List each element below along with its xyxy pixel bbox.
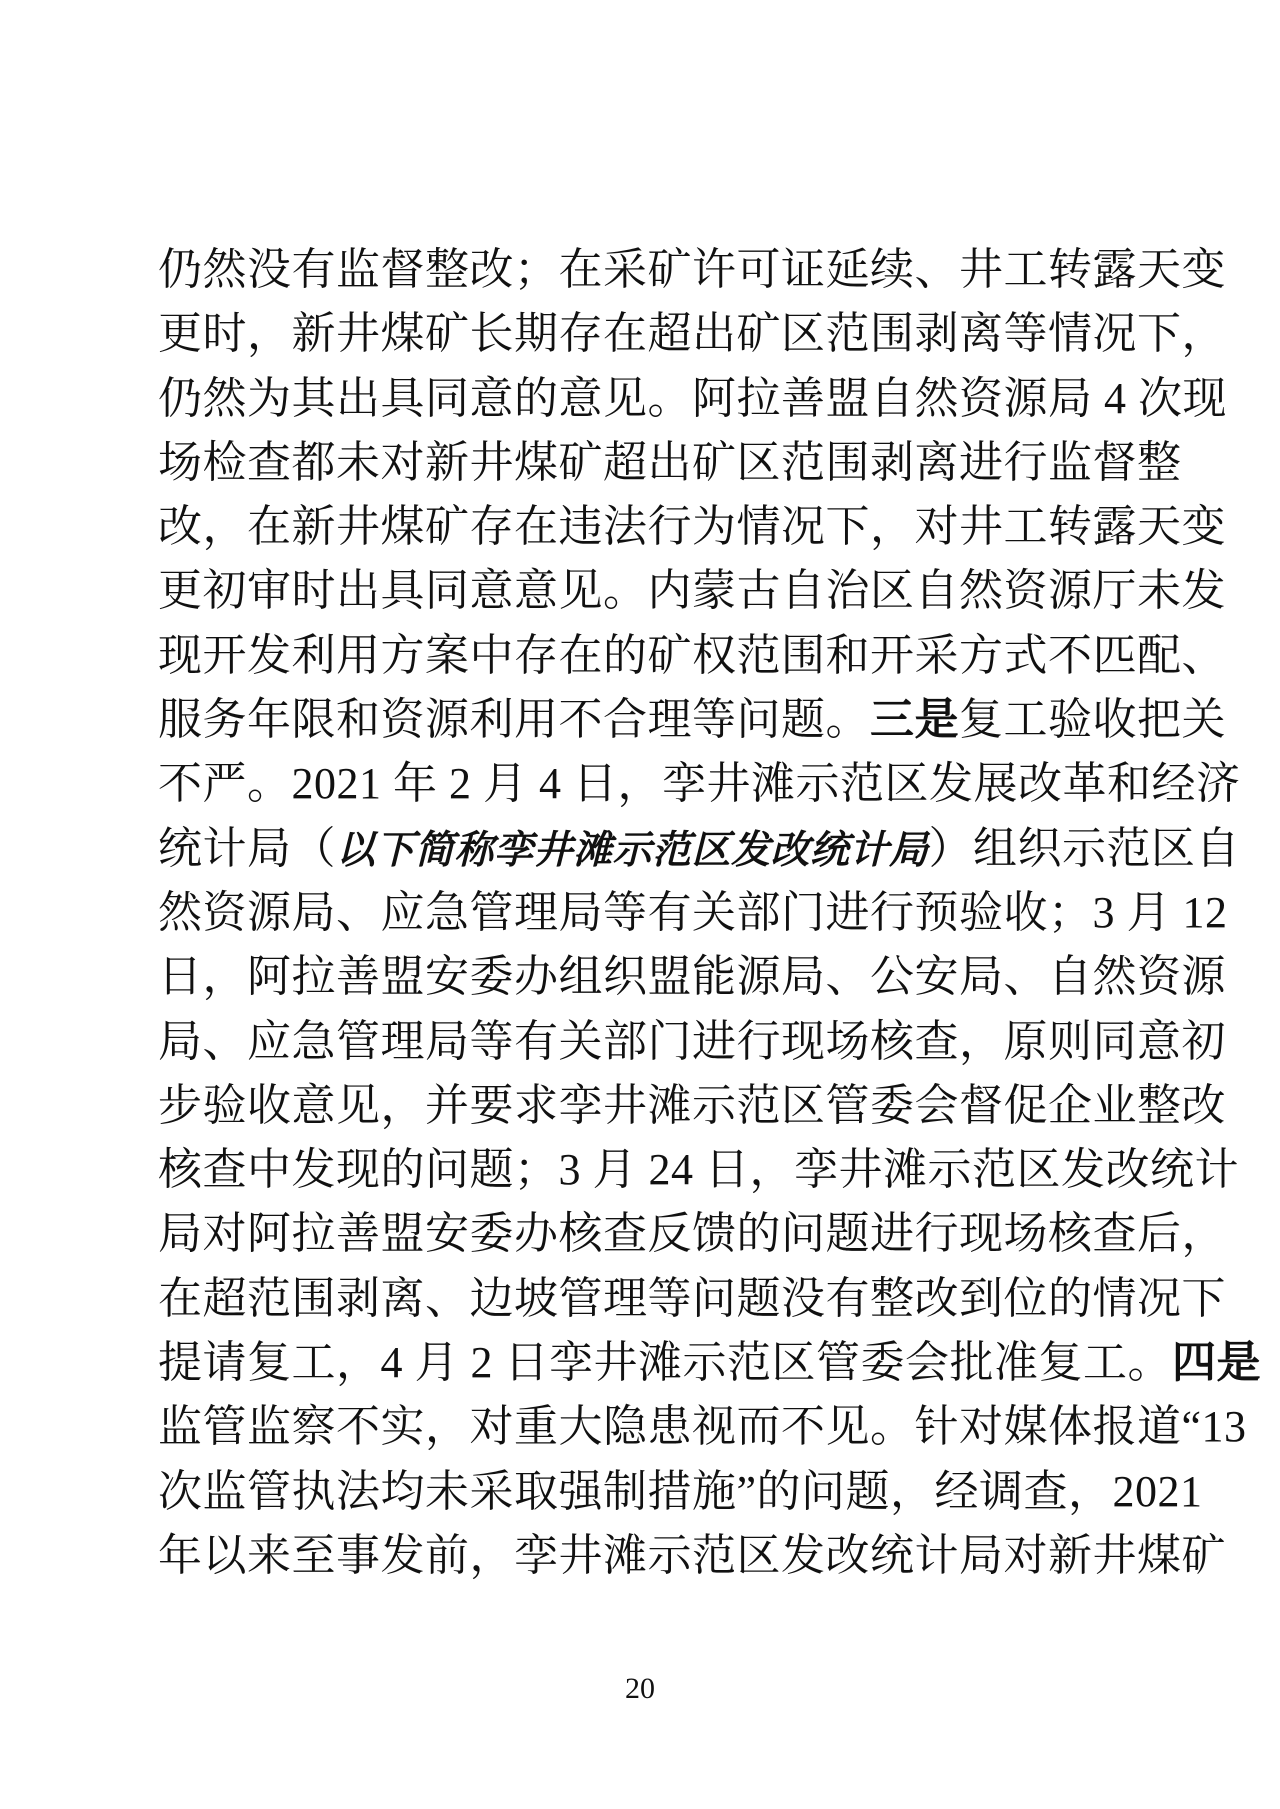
text-line — [158, 1074, 1226, 1138]
document-body — [158, 238, 1261, 1588]
text-segment: 核查中发现的问题；3 月 24 日，孪井滩示范区发改统计 — [158, 1145, 1239, 1195]
text-line — [158, 752, 1241, 816]
text-line — [158, 495, 1226, 559]
page-number: 20 — [625, 1672, 655, 1705]
text-line — [158, 1331, 1261, 1395]
text-segment: 统计局（ — [158, 823, 336, 873]
text-segment: 步验收意见，并要求孪井滩示范区管委会督促企业整改 — [158, 1080, 1226, 1130]
text-segment: 改，在新井煤矿存在违法行为情况下，对井工转露天变 — [158, 502, 1226, 552]
text-segment: 仍然没有监督整改；在采矿许可证延续、井工转露天变 — [158, 245, 1226, 294]
text-segment: 场检查都未对新井煤矿超出矿区范围剥离进行监督整 — [158, 437, 1182, 487]
text-segment: 三是 — [870, 695, 959, 745]
text-line — [158, 1138, 1239, 1202]
text-line — [158, 238, 1226, 302]
text-segment: 年以来至事发前，孪井滩示范区发改统计局对新井煤矿 — [158, 1530, 1226, 1580]
text-line — [158, 1395, 1247, 1459]
text-segment: 现开发利用方案中存在的矿权范围和开采方式不匹配、 — [158, 630, 1226, 680]
text-segment: 提请复工，4 月 2 日孪井滩示范区管委会批准复工。 — [158, 1338, 1172, 1388]
text-segment: 在超范围剥离、边坡管理等问题没有整改到位的情况下 — [158, 1273, 1226, 1323]
text-line — [158, 431, 1182, 495]
text-segment: ）组织示范区自 — [928, 823, 1241, 873]
page-footer — [0, 1672, 1280, 1706]
text-line — [158, 688, 1226, 752]
text-segment: 局、应急管理局等有关部门进行现场核查，原则同意初 — [158, 1016, 1226, 1066]
text-line — [158, 559, 1226, 623]
text-line — [158, 367, 1227, 431]
text-segment: 局对阿拉善盟安委办核查反馈的问题进行现场核查后， — [158, 1209, 1226, 1259]
text-line — [158, 1010, 1226, 1074]
text-segment: 然资源局、应急管理局等有关部门进行预验收；3 月 12 — [158, 887, 1228, 937]
text-line — [158, 817, 1241, 881]
text-segment: 四是 — [1172, 1338, 1261, 1388]
text-line — [158, 302, 1226, 366]
text-segment: 以下简称孪井滩示范区发改统计局 — [336, 828, 929, 872]
text-line — [158, 1460, 1203, 1524]
text-segment: 次监管执法均未采取强制措施”的问题，经调查，2021 — [158, 1466, 1203, 1516]
text-segment: 不严。2021 年 2 月 4 日，孪井滩示范区发展改革和经济 — [158, 759, 1241, 809]
text-line — [158, 945, 1226, 1009]
text-segment: 监管监察不实，对重大隐患视而不见。针对媒体报道“13 — [158, 1402, 1247, 1452]
text-line — [158, 1524, 1226, 1588]
text-segment: 日，阿拉善盟安委办组织盟能源局、公安局、自然资源 — [158, 952, 1226, 1002]
text-segment: 更初审时出具同意意见。内蒙古自治区自然资源厅未发 — [158, 566, 1226, 616]
text-segment: 服务年限和资源利用不合理等问题。 — [158, 695, 870, 745]
text-line — [158, 1267, 1226, 1331]
text-line — [158, 1202, 1226, 1266]
text-segment: 复工验收把关 — [959, 695, 1226, 745]
text-line — [158, 881, 1228, 945]
text-line — [158, 624, 1226, 688]
text-segment: 更时，新井煤矿长期存在超出矿区范围剥离等情况下， — [158, 309, 1226, 359]
text-segment: 仍然为其出具同意的意见。阿拉善盟自然资源局 4 次现 — [158, 373, 1227, 423]
